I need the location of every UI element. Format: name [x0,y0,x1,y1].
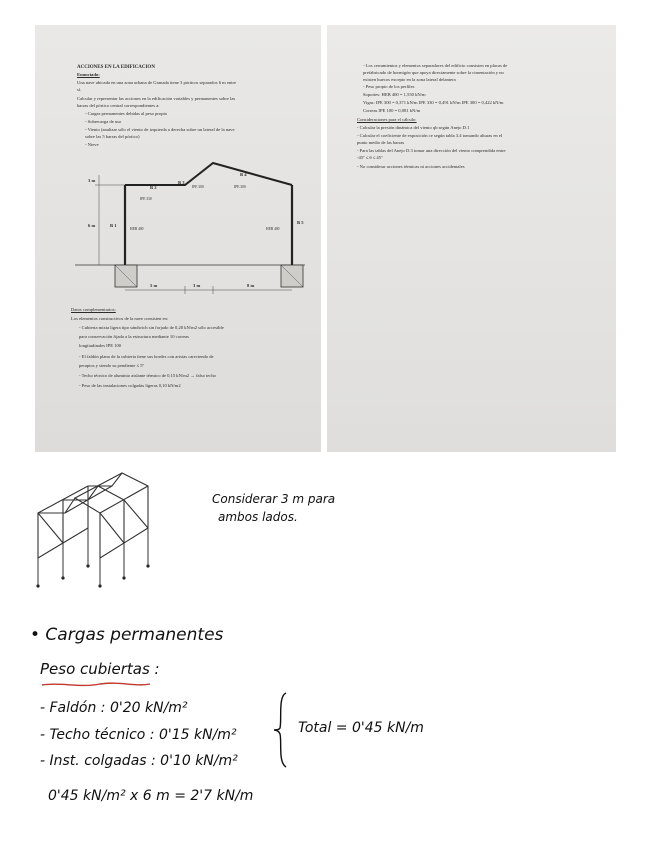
curly-brace [272,690,292,770]
consid-line: - Para las tablas del Anejo D.3 tomar una dirección del viento comprendida entre [357,148,506,153]
peso-cubiertas-heading: Peso cubiertas : [40,660,160,678]
cerramiento-line: existen huecos excepto en la zona lateral delantera [363,77,456,82]
profile-label: HEB 400 [130,227,144,231]
statement-line: sí. [77,87,82,92]
rafters [125,163,292,185]
perfiles-line: Soportes: HEB 400 = 1,550 kN/m [363,92,426,97]
consid-line: - Calcular la presión dinámica del viento qb según Anejo D.1 [357,125,470,130]
dim-label: 6 m [88,223,96,228]
perfiles-line: Correas IPE 100 = 0,081 kN/m [363,108,421,113]
left-page-photo [35,25,321,452]
bar-label: B 4 [240,172,247,177]
datos-line: - El faldón plano de la cubierta tiene sus bordes con aristas careciendo de [79,354,214,359]
consider-note-line1: Considerar 3 m para [212,492,336,506]
statement-line: Una nave ubicada en una zona urbana de Granada tiene 3 pórticos separados 6 m entre [77,80,237,85]
back-frame [88,473,148,528]
cerramiento-line: - Los cerramientos y elementos separadores del edificio consisten en placas de [363,63,508,68]
dim-label: 5 m [150,283,158,288]
dim-label: 3 m [193,283,201,288]
consid-line: -45º ≤ θ ≤ 45º [357,155,383,160]
consid-line: - No considerar acciones térmicas ni acciones accidentales [357,164,465,169]
statement-line: barras del pórtico central correspondientes a: [77,103,160,108]
statement-line: - Sobrecarga de uso [85,119,122,124]
statement-line: Calcular y representar las acciones en la edificación variables y permanentes sobre las [77,96,236,101]
statement-line: - Nieve [85,142,99,147]
profile-label: HEB 400 [266,227,280,231]
cargas-heading: • Cargas permanentes [30,625,224,645]
profile-label: IPE 330 [140,197,152,201]
datos-line: Los elementos constructivos de la nave consisten en: [71,316,169,321]
perfiles-line: - Peso propio de los perfiles [363,84,415,89]
red-underline [40,680,160,690]
datos-line: - Cubierta mixta ligera tipo sándwich sin forjado de 0,20 kN/m2 sólo accesible [79,325,224,330]
bar-label: B 2 [150,185,157,190]
statement-line: - Cargas permanentes debidas al peso propio [85,111,168,116]
item-techo-tecnico: - Techo técnico : 0'15 kN/m² [40,727,237,743]
cerramiento-line: prefabricado de hormigón que apoya directamente sobre la cimentación y no [363,70,504,75]
dim-label: 8 m [247,283,255,288]
datos-line: - Techo técnico de aluminio aislante térmico de 0,15 kN/m2 → falso techo [79,373,216,378]
consid-line: - Calcular el coeficiente de exposición ce según tabla 3.4 tomando alturas en el [357,133,503,138]
consid-label: Consideraciones para el cálculo: [357,117,417,122]
enunciado-label: Enunciado: [77,72,100,77]
item-faldon: - Faldón : 0'20 kN/m² [40,700,188,716]
datos-line: peraptos y siendo su pendiente ≤ 5º [79,363,144,368]
statement-line: sobre las 5 barras del pórtico) [85,134,140,139]
datos-line: para conservación fijada a la estructura mediante 10 correas [79,334,189,339]
right-page-photo [327,25,616,452]
nave-3d-sketch [30,468,180,608]
dim-label: 3 m [88,178,96,183]
total-value: Total = 0'45 kN/m [298,720,424,736]
item-inst-colgadas: - Inst. colgadas : 0'10 kN/m² [40,753,238,769]
datos-label: Datos complementarios: [71,307,116,312]
perfiles-line: Vigas: IPE 300 = 0,371 kN/m IPE 330 = 0,491 kN/m IPE 300 = 0,422 kN/m [363,100,504,105]
page-title: ACCIONES EN LA EDIFICACION [77,65,155,70]
bar-label: B 5 [297,220,304,225]
result-line: 0'45 kN/m² x 6 m = 2'7 kN/m [48,788,254,804]
profile-label: IPE 300 [192,185,204,189]
datos-line: longitudinales IPE 100 [79,343,122,348]
consid-line: punto medio de las barras [357,140,405,145]
bar-label: B 1 [110,223,117,228]
front-frame [38,498,100,558]
datos-line: - Peso de las instalaciones colgadas ligeras 0,10 kN/m2 [79,383,181,388]
bar-label: B 3 [178,180,185,185]
statement-line: - Viento (analizar sólo el viento de izquierda a derecha sobre un lateral de la nave [85,127,235,132]
profile-label: IPE 300 [234,185,246,189]
consider-note-line2: ambos lados. [218,510,298,524]
